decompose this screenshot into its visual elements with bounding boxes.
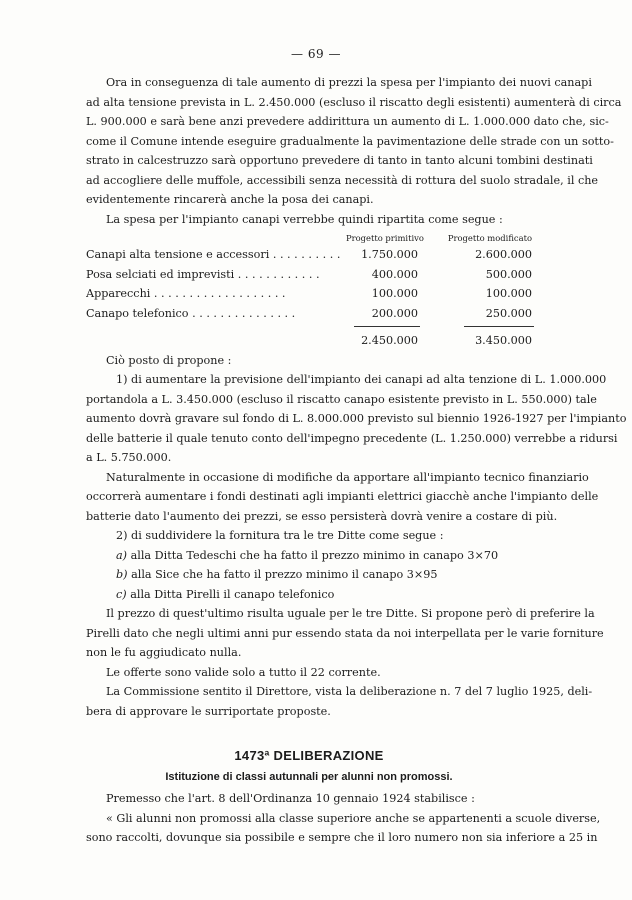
table-header (86, 231, 532, 245)
column-header-modificato: Progetto modificato (447, 233, 532, 243)
naturalmente-paragraph (86, 468, 599, 527)
text-line: L. 900.000 e sarà bene anzi prevedere addirittura un aumento di L. 1.000.000 dato che, sic- (86, 115, 609, 128)
document-body (86, 73, 627, 848)
text-line: Pirelli dato che negli ultimi anni pur essendo stata da noi interpellata per le varie forniture (86, 626, 604, 640)
text-line: ad alta tensione prevista in L. 2.450.000 (escluso il riscatto degli esistenti) aumenterà di circa (86, 95, 622, 109)
text-line: aumento dovrà gravare sul fondo di L. 8.000.000 previsto sul biennio 1926-1927 per l'impianto (86, 412, 627, 425)
row-value-primitivo: 200.000 (371, 306, 418, 320)
premesso-line: Premesso che l'art. 8 dell'Ordinanza 10 gennaio 1924 stabilisce : (106, 792, 475, 805)
total-rule (86, 323, 532, 331)
text-line: 1) di aumentare la previsione dell'impianto dei canapi ad alta tenzione di L. 1.000.000 (116, 373, 607, 386)
column-header-primitivo: Progetto primitivo (346, 233, 424, 243)
text-line: strato in calcestruzzo sarà opportuno prevedere di tanto in tanto alcuni tombini destinati (86, 154, 593, 167)
text-line: « Gli alunni non promossi alla classe superiore anche se appartenenti a scuole diverse, (106, 811, 601, 825)
text-line: portandola a L. 3.450.000 (escluso il riscatto canapo esistente previsto in L. 550.000) tale (86, 392, 597, 406)
list-text: alla Sice che ha fatto il prezzo minimo il canapo 3×95 (131, 568, 438, 581)
commissione-paragraph (86, 682, 593, 721)
row-value-modificato: 500.000 (485, 267, 532, 281)
total-modificato: 3.450.000 (475, 334, 532, 347)
row-label: Posa selciati ed imprevisti . . . . . . . . . . . . (86, 267, 320, 281)
list-letter: c) (116, 587, 127, 601)
text-line: Ora in conseguenza di tale aumento di prezzi la spesa per l'impianto dei nuovi canapi (106, 76, 592, 89)
page-number: — 69 — (291, 47, 341, 61)
row-label: Canapi alta tensione e accessori . . . . . . . . . . (86, 248, 341, 261)
list-letter: b) (116, 568, 128, 581)
text-line: La Commissione sentito il Direttore, vista la deliberazione n. 7 del 7 luglio 1925, deli- (106, 685, 593, 698)
offerte-line: Le offerte sono valide solo a tutto il 22 corrente. (106, 665, 381, 679)
row-value-primitivo: 400.000 (371, 267, 418, 281)
table-intro: La spesa per l'impianto canapi verrebbe quindi ripartita come segue : (106, 212, 503, 226)
firm-list (86, 546, 532, 605)
list-letter: a) (116, 548, 128, 562)
text-line: Il prezzo di quest'ultimo risulta uguale per le tre Ditte. Si propone però di preferire la (106, 607, 595, 620)
quoted-article (86, 809, 601, 848)
text-line: delle batterie il quale tenuto conto dell'impegno precedente (L. 1.250.000) verrebbe a ridursi (86, 431, 618, 445)
intro-paragraph (86, 73, 622, 210)
row-label: Apparecchi . . . . . . . . . . . . . . . . . . . (86, 287, 286, 300)
rule-line (354, 326, 420, 327)
text-line: occorrerà aumentare i fondi destinati agli impianti elettrici giacchè anche l'impianto delle (86, 490, 599, 503)
table-row (86, 304, 532, 324)
propone-line: Ciò posto di propone : (106, 353, 232, 367)
table-row (86, 245, 532, 265)
text-line: a L. 5.750.000. (86, 451, 172, 464)
rule-line (464, 326, 534, 327)
row-label: Canapo telefonico . . . . . . . . . . . . . . . (86, 306, 296, 320)
cost-table (86, 231, 532, 351)
point-1 (86, 370, 627, 468)
table-row (86, 265, 532, 285)
total-primitivo: 2.450.000 (361, 334, 418, 347)
row-value-primitivo: 1.750.000 (361, 248, 418, 261)
text-line: evidentemente rincarerà anche la posa dei canapi. (86, 193, 374, 206)
text-line: ad accogliere delle muffole, accessibili senza necessità di rottura del suolo stradale, il che (86, 173, 599, 187)
text-line: bera di approvare le surriportate proposte. (86, 704, 331, 718)
table-row (86, 284, 532, 304)
text-line: sono raccolti, dovunque sia possibile e sempre che il loro numero non sia inferiore a 25 in (86, 831, 598, 844)
table-total-row (86, 331, 532, 351)
list-item (86, 546, 532, 566)
point-2: 2) di suddividere la fornitura tra le tre Ditte come segue : (116, 529, 444, 542)
row-value-modificato: 100.000 (485, 287, 532, 300)
row-value-modificato: 2.600.000 (475, 248, 532, 261)
row-value-modificato: 250.000 (485, 306, 532, 320)
row-value-primitivo: 100.000 (371, 287, 418, 300)
list-item (86, 565, 532, 585)
list-text: alla Ditta Pirelli il canapo telefonico (130, 587, 335, 601)
list-item (86, 585, 532, 605)
text-line: Naturalmente in occasione di modifiche da apportare all'impianto tecnico finanziario (106, 470, 589, 484)
text-line: non le fu aggiudicato nulla. (86, 646, 242, 659)
text-line: come il Comune intende eseguire gradualmente la pavimentazione delle strade con un sotto- (86, 134, 614, 148)
deliberation-heading: 1473ª DELIBERAZIONE (234, 748, 384, 763)
prezzo-paragraph (86, 604, 604, 663)
list-text: alla Ditta Tedeschi che ha fatto il prezzo minimo in canapo 3×70 (130, 548, 499, 562)
deliberation-subheading: Istituzione di classi autunnali per alunni non promossi. (165, 771, 453, 783)
text-line: batterie dato l'aumento dei prezzi, se esso persisterà dovrà venire a costare di più. (86, 509, 558, 523)
